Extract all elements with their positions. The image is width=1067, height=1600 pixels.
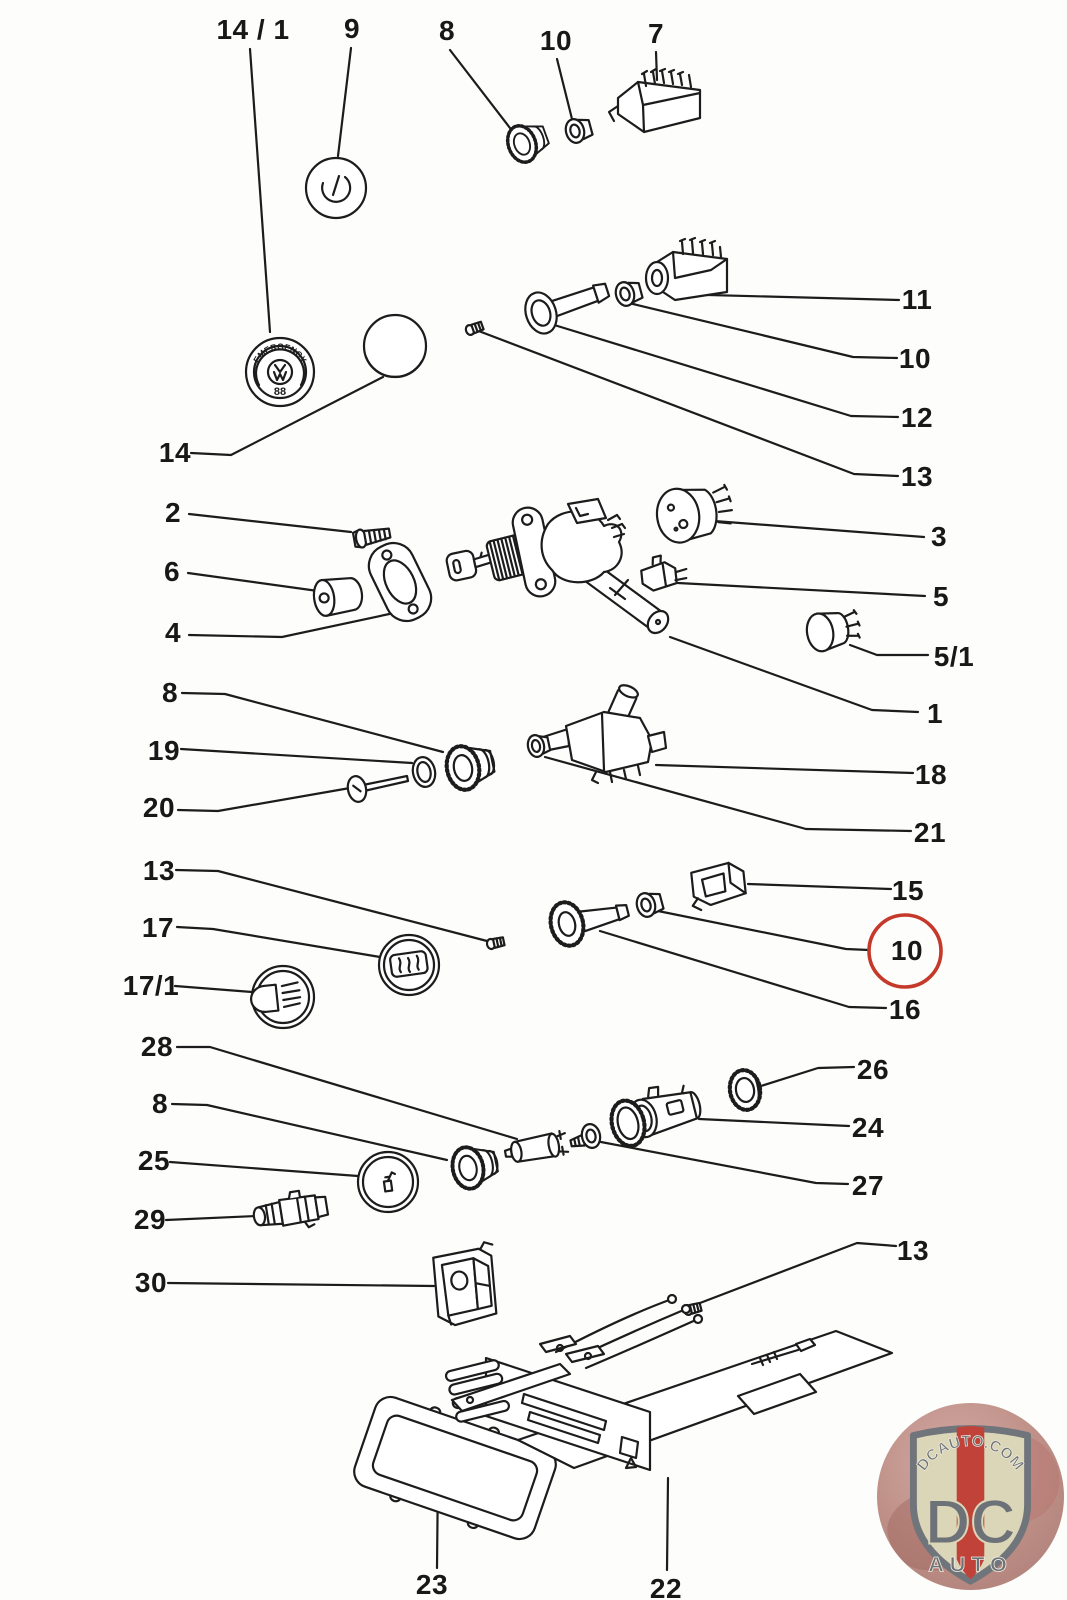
leader-line-14-1 — [250, 49, 270, 332]
leader-line-19 — [181, 749, 412, 763]
emergency-cap-number: 88 — [273, 386, 287, 398]
callout-label-17-1: 17/1 — [122, 970, 180, 1001]
part-switch-11 — [646, 238, 727, 300]
leader-line-18 — [656, 765, 913, 773]
part-ignition-switch-3 — [654, 481, 736, 545]
callout-label-23: 23 — [415, 1569, 449, 1600]
callout-label-9: 9 — [343, 13, 361, 44]
part-bushing-6 — [312, 575, 365, 617]
callout-label-19: 19 — [147, 735, 181, 766]
leader-line-29 — [166, 1216, 256, 1220]
callout-label-18: 18 — [914, 759, 948, 790]
leader-line-1 — [670, 637, 918, 712]
part-nut-10-lower — [634, 889, 664, 919]
callout-label-8-top: 8 — [438, 15, 456, 46]
leader-line-27 — [601, 1142, 848, 1184]
leader-line-7 — [656, 52, 657, 80]
part-grommet-21 — [526, 733, 551, 759]
leader-line-10-top — [557, 59, 572, 119]
leader-line-17-1 — [175, 986, 252, 992]
part-lighter-socket-24 — [605, 1077, 705, 1149]
leader-line-22 — [667, 1478, 668, 1570]
callout-label-25: 25 — [137, 1145, 171, 1176]
part-knob-defrost-17 — [379, 935, 439, 995]
highlight-circle — [869, 915, 941, 987]
callout-label-8-middle: 8 — [161, 677, 179, 708]
part-screw-13-top — [465, 321, 484, 336]
callout-label-26: 26 — [856, 1054, 890, 1085]
part-screw-grommet-27 — [568, 1122, 602, 1152]
callout-label-4: 4 — [164, 617, 182, 648]
callout-label-3: 3 — [930, 521, 948, 552]
part-lighter-element-29 — [251, 1187, 329, 1236]
callout-label-2: 2 — [164, 497, 182, 528]
leader-line-16 — [600, 931, 886, 1008]
part-screw-13-middle — [486, 936, 505, 949]
leader-line-13-bottom — [700, 1243, 896, 1303]
part-switch-shaft-16 — [546, 888, 632, 950]
part-wiper-switch-18 — [535, 683, 666, 783]
watermark-monogram: DC — [925, 1487, 1016, 1558]
part-switch-shaft-12 — [520, 271, 614, 337]
leader-line-6 — [188, 573, 318, 591]
rear-defrost-icon — [390, 951, 429, 978]
callout-label-12: 12 — [900, 402, 934, 433]
leader-line-9 — [338, 48, 351, 156]
callout-label-13-middle: 13 — [142, 855, 176, 886]
callout-label-10-top: 10 — [539, 25, 573, 56]
part-clamp-15 — [689, 861, 747, 910]
leader-line-3 — [714, 521, 924, 537]
part-washer-19 — [410, 755, 438, 789]
callout-label-10-upper: 10 — [898, 343, 932, 374]
leader-line-8-middle — [182, 693, 443, 752]
leader-line-28 — [177, 1047, 517, 1139]
callout-label-1: 1 — [926, 698, 944, 729]
leader-line-10-upper — [629, 303, 897, 358]
callout-label-13-bottom: 13 — [896, 1235, 930, 1266]
dcauto-watermark — [877, 1403, 1064, 1590]
leader-line-10-circled — [658, 911, 869, 950]
callout-label-5-1: 5/1 — [933, 641, 975, 672]
part-control-rod-20 — [345, 774, 408, 803]
callout-label-15: 15 — [891, 875, 925, 906]
leader-line-12 — [551, 324, 898, 417]
part-knob-headlight-17-1 — [250, 966, 314, 1028]
callout-label-24: 24 — [851, 1112, 885, 1143]
leader-line-26 — [761, 1067, 854, 1086]
callout-label-27: 27 — [851, 1170, 885, 1201]
part-knurled-cap-26 — [727, 1068, 763, 1113]
part-bezel-nut-8-middle — [443, 740, 498, 793]
leader-line-17 — [177, 927, 380, 957]
leader-line-30 — [168, 1283, 434, 1286]
callout-label-11: 11 — [901, 284, 933, 315]
leader-line-20 — [178, 788, 350, 811]
dcauto-shield-logo — [877, 1403, 1064, 1590]
leader-line-25 — [170, 1162, 358, 1176]
part-knob-lighter-25 — [358, 1152, 418, 1212]
callout-label-21: 21 — [913, 817, 947, 848]
part-contact-piece-5 — [640, 553, 688, 592]
part-knob-9 — [306, 158, 366, 218]
leader-line-8-top — [450, 50, 510, 128]
emergency-cap-arc-text: EMERGENCY — [251, 341, 309, 365]
leader-line-24 — [699, 1119, 849, 1126]
callout-label-6: 6 — [163, 556, 181, 587]
part-relay-7 — [609, 69, 700, 132]
highlight-layer — [869, 915, 941, 987]
callout-label-20: 20 — [142, 792, 176, 823]
part-bezel-nut-8-top — [503, 118, 553, 167]
part-retaining-ring-14 — [364, 315, 426, 377]
callout-label-22: 22 — [649, 1573, 683, 1600]
callout-label-5: 5 — [932, 581, 950, 612]
callout-label-30: 30 — [134, 1267, 168, 1298]
part-bulb-holder-28 — [503, 1130, 568, 1165]
part-emergency-flasher-cap — [246, 338, 314, 406]
leader-line-15 — [748, 884, 891, 889]
watermark-site-text: DCAUTO.COM — [913, 1432, 1028, 1474]
callout-label-10-circled: 10 — [890, 935, 924, 966]
leader-line-5-1 — [850, 645, 928, 655]
callout-label-14: 14 — [158, 437, 192, 468]
callout-label-14-1: 14 / 1 — [216, 14, 290, 45]
callout-label-28: 28 — [140, 1031, 174, 1062]
callout-label-7: 7 — [647, 18, 665, 49]
leader-line-2 — [189, 514, 351, 532]
callout-label-29: 29 — [133, 1204, 167, 1235]
leader-line-5 — [678, 583, 925, 596]
part-rocker-switch-30 — [432, 1242, 499, 1327]
part-bezel-nut-8-lower — [449, 1141, 502, 1191]
part-nut-10-top — [563, 115, 593, 145]
callout-label-17: 17 — [141, 912, 175, 943]
watermark-wordmark: AUTO — [928, 1551, 1013, 1577]
part-ignition-lock-housing-1 — [445, 499, 672, 637]
callout-label-8-lower: 8 — [151, 1088, 169, 1119]
callout-label-13-upper: 13 — [900, 461, 934, 492]
part-nut-10-middle — [613, 278, 643, 308]
leader-line-8-lower — [172, 1104, 447, 1160]
leader-line-4 — [189, 613, 394, 637]
part-gasket-4 — [362, 536, 438, 628]
callout-label-16: 16 — [888, 994, 922, 1025]
parts-layer — [246, 69, 892, 1547]
